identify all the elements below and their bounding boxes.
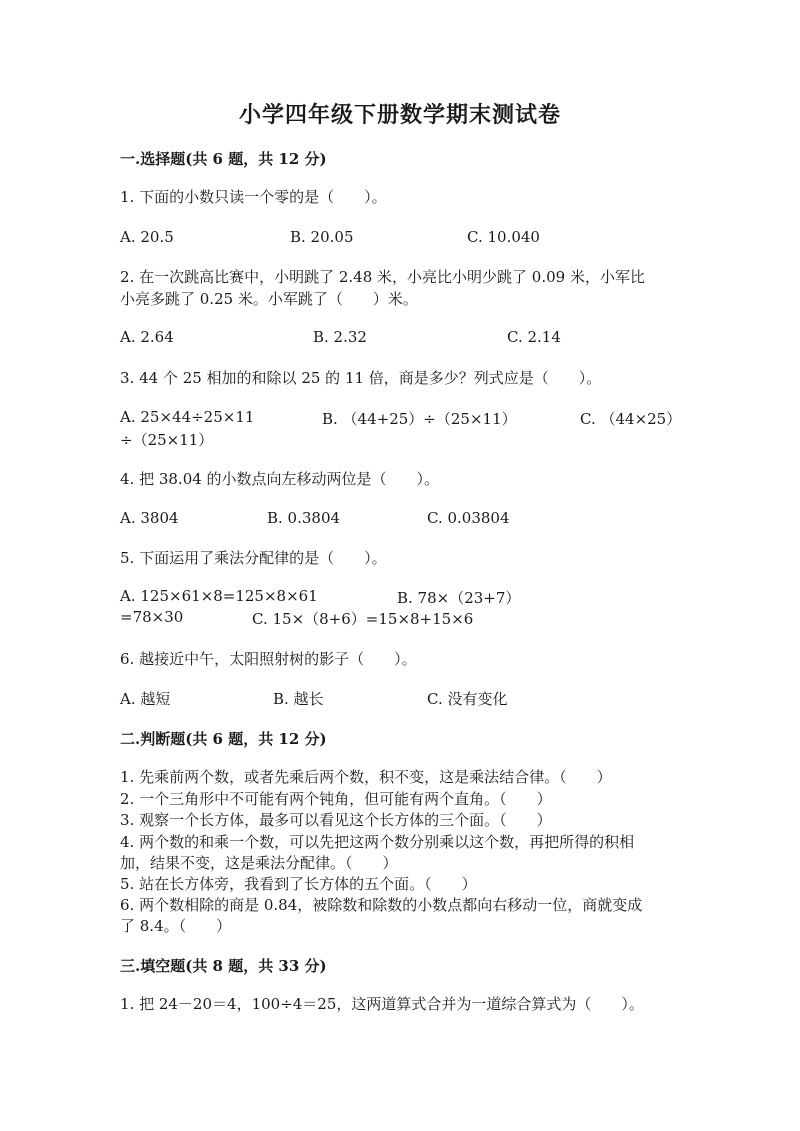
judge-item: 3. 观察一个长方体，最多可以看见这个长方体的三个面。（ ） (120, 811, 552, 829)
judge-item: 4. 两个数的和乘一个数，可以先把这两个数分别乘以这个数，再把所得的积相 (120, 833, 635, 851)
judge-item-continued: 加，结果不变，这是乘法分配律。（ ） (120, 854, 398, 872)
question-stem: 4. 把 38.04 的小数点向左移动两位是（ ）。 (120, 470, 440, 488)
question-stem: 6. 越接近中午，太阳照射树的影子（ ）。 (120, 650, 417, 668)
judge-item: 5. 站在长方体旁，我看到了长方体的五个面。（ ） (120, 875, 477, 893)
judge-item: 1. 先乘前两个数，或者先乘后两个数，积不变，这是乘法结合律。（ ） (120, 768, 612, 786)
judge-item: 6. 两个数相除的商是 0.84，被除数和除数的小数点都向右移动一位，商就变成 (120, 896, 643, 914)
fill-item: 1. 把 24－20＝4，100÷4＝25，这两道算式合并为一道综合算式为（ ）。 (120, 995, 644, 1013)
option-c: C. （44×25） (580, 410, 682, 428)
option-a: A. 2.64 (120, 328, 174, 346)
option-b: B. 20.05 (290, 228, 354, 246)
option-c: C. 没有变化 (427, 690, 508, 708)
judge-item: 2. 一个三角形中不可能有两个钝角，但可能有两个直角。（ ） (120, 790, 552, 808)
option-c: C. 2.14 (507, 328, 561, 346)
question-stem: 2. 在一次跳高比赛中，小明跳了 2.48 米，小亮比小明少跳了 0.09 米，小军比 (120, 268, 645, 286)
option-c: C. 15×（8+6）=15×8+15×6 (252, 610, 474, 628)
option-b: B. 0.3804 (267, 509, 341, 527)
question-stem: 1. 下面的小数只读一个零的是（ ）。 (120, 188, 387, 206)
option-c-continued: ÷（25×11） (120, 431, 214, 449)
question-stem-continued: 小亮多跳了 0.25 米。小军跳了（ ）米。 (120, 290, 418, 308)
option-a: A. 3804 (120, 509, 179, 527)
option-a: A. 越短 (120, 690, 171, 708)
section-heading-fill: 三.填空题(共 8 题，共 33 分) (120, 957, 327, 975)
option-b: B. 2.32 (313, 328, 367, 346)
option-a: A. 20.5 (120, 228, 174, 246)
section-heading-choice: 一.选择题(共 6 题，共 12 分) (120, 150, 327, 168)
option-b: B. （44+25）÷（25×11） (322, 410, 517, 428)
page-title: 小学四年级下册数学期末测试卷 (238, 102, 561, 128)
option-a: A. 125×61×8=125×8×61 (120, 587, 318, 605)
option-c: C. 10.040 (467, 228, 540, 246)
section-heading-judge: 二.判断题(共 6 题，共 12 分) (120, 730, 327, 748)
option-b: B. 78×（23+7） (397, 589, 521, 607)
question-stem: 3. 44 个 25 相加的和除以 25 的 11 倍，商是多少？列式应是（ ）。 (120, 369, 602, 387)
option-a: A. 25×44÷25×11 (120, 408, 255, 426)
option-b-continued: =78×30 (120, 608, 184, 626)
option-b: B. 越长 (273, 690, 324, 708)
judge-item-continued: 了 8.4。（ ） (120, 917, 232, 935)
question-stem: 5. 下面运用了乘法分配律的是（ ）。 (120, 549, 387, 567)
option-c: C. 0.03804 (427, 509, 510, 527)
